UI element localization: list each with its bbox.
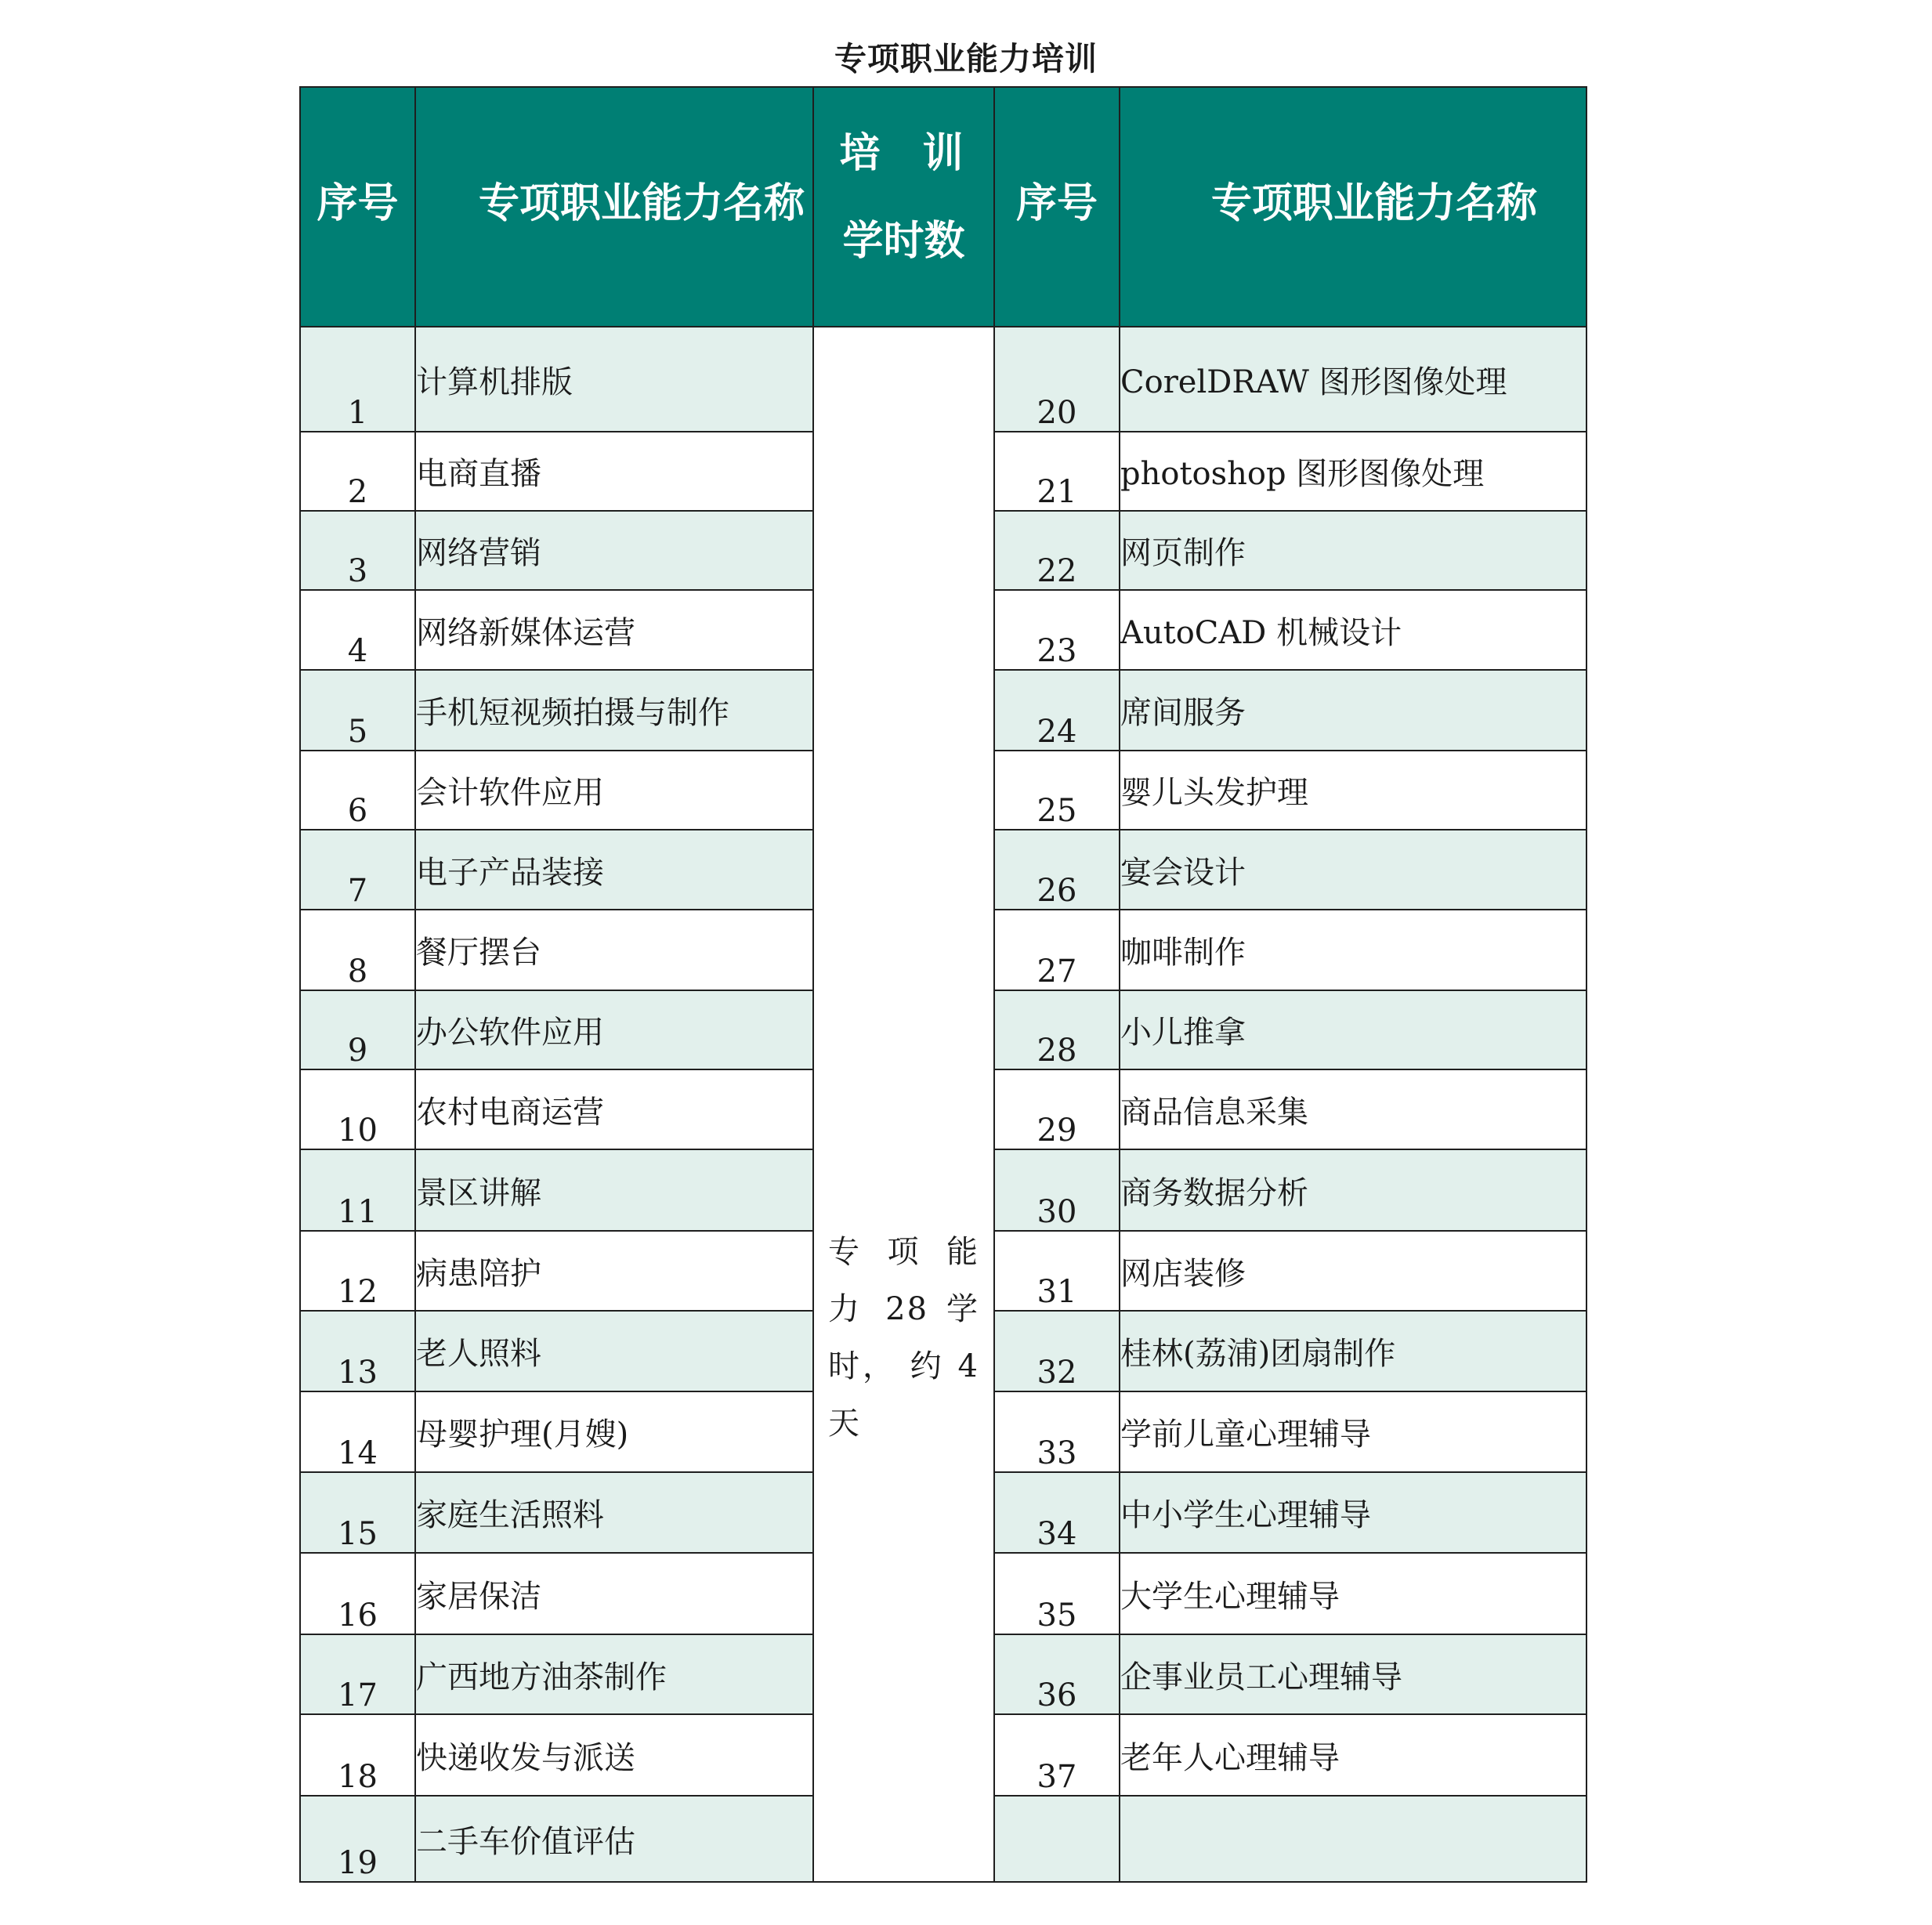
- row-name-left: 网络新媒体运营: [415, 590, 813, 670]
- training-table: [299, 86, 1587, 1883]
- hours-cell: [813, 327, 994, 1882]
- row-num-right: 35: [994, 1553, 1120, 1634]
- row-name-left: 家庭生活照料: [415, 1472, 813, 1553]
- row-num-right: 20: [994, 327, 1120, 432]
- row-num-left: 3: [300, 511, 415, 590]
- row-num-left: 18: [300, 1714, 415, 1796]
- row-num-right: 31: [994, 1231, 1120, 1311]
- row-num-right: 28: [994, 990, 1120, 1069]
- row-name-left: 快递收发与派送: [415, 1714, 813, 1796]
- row-name-left: 电商直播: [415, 432, 813, 511]
- row-name-left: 景区讲解: [415, 1149, 813, 1231]
- row-num-left: 11: [300, 1149, 415, 1231]
- row-num-left: 2: [300, 432, 415, 511]
- row-num-right: 34: [994, 1472, 1120, 1553]
- header-seq-right: 序号: [994, 87, 1120, 327]
- header-name-right: 专项职业能力名称: [1120, 87, 1586, 327]
- row-num-right: 33: [994, 1391, 1120, 1472]
- table-row: [300, 327, 1586, 432]
- row-num-right: 24: [994, 670, 1120, 751]
- hours-note: 专 项 能 力 28 学 时， 约 4 天: [828, 1234, 979, 1442]
- row-name-right: 大学生心理辅导: [1120, 1553, 1586, 1634]
- row-name-right: photoshop 图形图像处理: [1120, 432, 1586, 511]
- row-name-right: 企事业员工心理辅导: [1120, 1634, 1586, 1714]
- row-name-right: 桂林(荔浦)团扇制作: [1120, 1311, 1586, 1391]
- row-name-right: [1120, 1796, 1586, 1882]
- row-name-left: 会计软件应用: [415, 751, 813, 830]
- row-num-left: 12: [300, 1231, 415, 1311]
- row-name-right: 老年人心理辅导: [1120, 1714, 1586, 1796]
- row-num-right: 25: [994, 751, 1120, 830]
- row-num-left: 15: [300, 1472, 415, 1553]
- row-name-right: 中小学生心理辅导: [1120, 1472, 1586, 1553]
- row-name-left: 二手车价值评估: [415, 1796, 813, 1882]
- row-name-left: 母婴护理(月嫂): [415, 1391, 813, 1472]
- row-name-right: 小儿推拿: [1120, 990, 1586, 1069]
- row-num-left: 8: [300, 910, 415, 990]
- header-hours-line2: 学时数: [842, 218, 965, 265]
- row-name-left: 广西地方油茶制作: [415, 1634, 813, 1714]
- row-num-left: 1: [300, 327, 415, 432]
- row-name-right: 咖啡制作: [1120, 910, 1586, 990]
- row-name-right: 宴会设计: [1120, 830, 1586, 910]
- header-hours: [813, 87, 994, 327]
- row-num-right: 26: [994, 830, 1120, 910]
- row-name-right: 席间服务: [1120, 670, 1586, 751]
- row-num-right: 37: [994, 1714, 1120, 1796]
- row-name-left: 网络营销: [415, 511, 813, 590]
- row-name-right: AutoCAD 机械设计: [1120, 590, 1586, 670]
- row-num-left: 10: [300, 1069, 415, 1149]
- row-name-right: 学前儿童心理辅导: [1120, 1391, 1586, 1472]
- row-num-right: 30: [994, 1149, 1120, 1231]
- header-seq-left: 序号: [300, 87, 415, 327]
- row-num-left: 4: [300, 590, 415, 670]
- page-title: 专项职业能力培训: [834, 40, 1098, 78]
- row-num-left: 16: [300, 1553, 415, 1634]
- row-name-left: 老人照料: [415, 1311, 813, 1391]
- row-num-left: 9: [300, 990, 415, 1069]
- row-name-left: 手机短视频拍摄与制作: [415, 670, 813, 751]
- row-num-right: 27: [994, 910, 1120, 990]
- row-num-left: 5: [300, 670, 415, 751]
- row-num-right: [994, 1796, 1120, 1882]
- row-num-right: 23: [994, 590, 1120, 670]
- row-num-right: 32: [994, 1311, 1120, 1391]
- header-row: [300, 87, 1586, 327]
- row-name-left: 计算机排版: [415, 327, 813, 432]
- row-name-left: 餐厅摆台: [415, 910, 813, 990]
- row-name-right: 商务数据分析: [1120, 1149, 1586, 1231]
- row-num-right: 36: [994, 1634, 1120, 1714]
- row-num-left: 19: [300, 1796, 415, 1882]
- header-hours-line1: 培 训: [839, 130, 978, 177]
- row-num-right: 22: [994, 511, 1120, 590]
- row-name-right: 商品信息采集: [1120, 1069, 1586, 1149]
- row-name-right: 婴儿头发护理: [1120, 751, 1586, 830]
- row-name-left: 家居保洁: [415, 1553, 813, 1634]
- row-num-left: 13: [300, 1311, 415, 1391]
- row-num-right: 21: [994, 432, 1120, 511]
- row-num-right: 29: [994, 1069, 1120, 1149]
- row-num-left: 7: [300, 830, 415, 910]
- row-num-left: 14: [300, 1391, 415, 1472]
- row-name-left: 办公软件应用: [415, 990, 813, 1069]
- row-name-right: 网店装修: [1120, 1231, 1586, 1311]
- row-name-right: 网页制作: [1120, 511, 1586, 590]
- row-name-right: CorelDRAW 图形图像处理: [1120, 327, 1586, 432]
- row-num-left: 6: [300, 751, 415, 830]
- row-num-left: 17: [300, 1634, 415, 1714]
- header-name-left: 专项职业能力名称: [415, 87, 813, 327]
- row-name-left: 电子产品装接: [415, 830, 813, 910]
- row-name-left: 农村电商运营: [415, 1069, 813, 1149]
- row-name-left: 病患陪护: [415, 1231, 813, 1311]
